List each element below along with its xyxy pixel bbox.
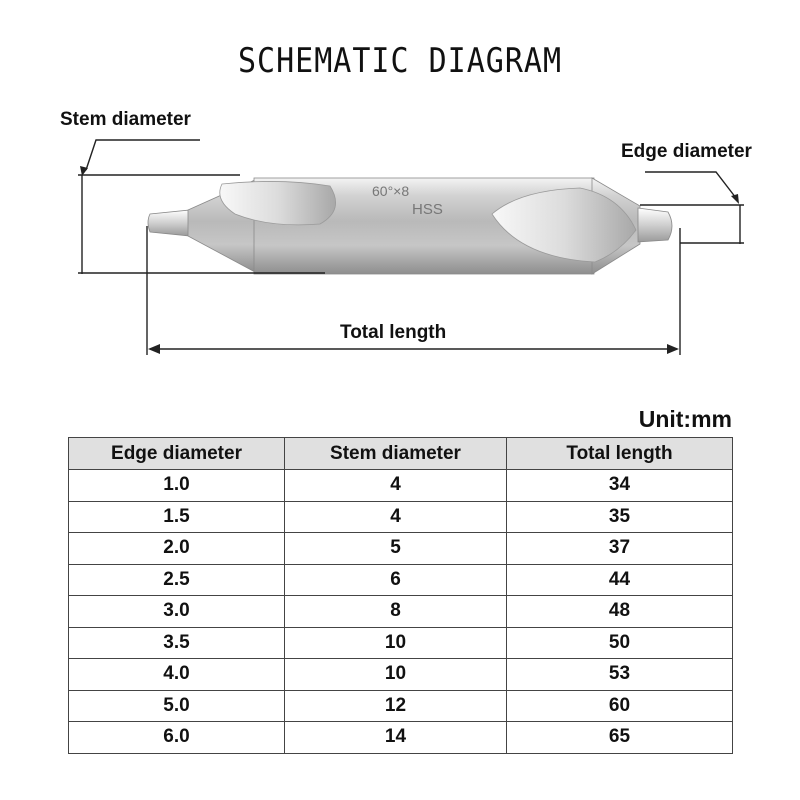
table-row	[69, 533, 733, 565]
cell-stem-diameter: 5	[285, 533, 507, 565]
table-row	[69, 596, 733, 628]
cell-total-length: 48	[507, 596, 733, 628]
table-row	[69, 501, 733, 533]
edge-diameter-label: Edge diameter	[621, 141, 752, 162]
header-total-length: Total length	[507, 438, 733, 470]
cell-total-length: 65	[507, 722, 733, 754]
table-row	[69, 722, 733, 754]
cell-stem-diameter: 4	[285, 501, 507, 533]
cell-stem-diameter: 12	[285, 690, 507, 722]
table-row	[69, 659, 733, 691]
table-header-row	[69, 438, 733, 470]
table-row	[69, 564, 733, 596]
cell-stem-diameter: 6	[285, 564, 507, 596]
cell-edge-diameter: 3.5	[69, 627, 285, 659]
drill-spec-marking: 60°×8	[372, 183, 410, 199]
cell-edge-diameter: 1.0	[69, 470, 285, 502]
cell-stem-diameter: 10	[285, 659, 507, 691]
header-edge-diameter: Edge diameter	[69, 438, 285, 470]
cell-edge-diameter: 3.0	[69, 596, 285, 628]
cell-edge-diameter: 2.5	[69, 564, 285, 596]
cell-stem-diameter: 10	[285, 627, 507, 659]
drill-bit	[148, 178, 672, 274]
cell-edge-diameter: 4.0	[69, 659, 285, 691]
cell-edge-diameter: 1.5	[69, 501, 285, 533]
cell-total-length: 34	[507, 470, 733, 502]
cell-edge-diameter: 2.0	[69, 533, 285, 565]
cell-total-length: 53	[507, 659, 733, 691]
cell-stem-diameter: 8	[285, 596, 507, 628]
cell-total-length: 44	[507, 564, 733, 596]
page-title: SCHEMATIC DIAGRAM	[237, 41, 563, 82]
drill-material-marking: HSS	[412, 201, 443, 218]
unit-label: Unit:mm	[638, 406, 732, 432]
table-row	[69, 470, 733, 502]
cell-stem-diameter: 14	[285, 722, 507, 754]
header-stem-diameter: Stem diameter	[285, 438, 507, 470]
cell-total-length: 60	[507, 690, 733, 722]
table-row	[69, 690, 733, 722]
cell-edge-diameter: 5.0	[69, 690, 285, 722]
specification-table	[68, 437, 733, 754]
cell-total-length: 37	[507, 533, 733, 565]
cell-total-length: 35	[507, 501, 733, 533]
total-length-label: Total length	[340, 322, 447, 343]
cell-total-length: 50	[507, 627, 733, 659]
cell-edge-diameter: 6.0	[69, 722, 285, 754]
table-row	[69, 627, 733, 659]
stem-diameter-label: Stem diameter	[60, 109, 191, 130]
cell-stem-diameter: 4	[285, 470, 507, 502]
